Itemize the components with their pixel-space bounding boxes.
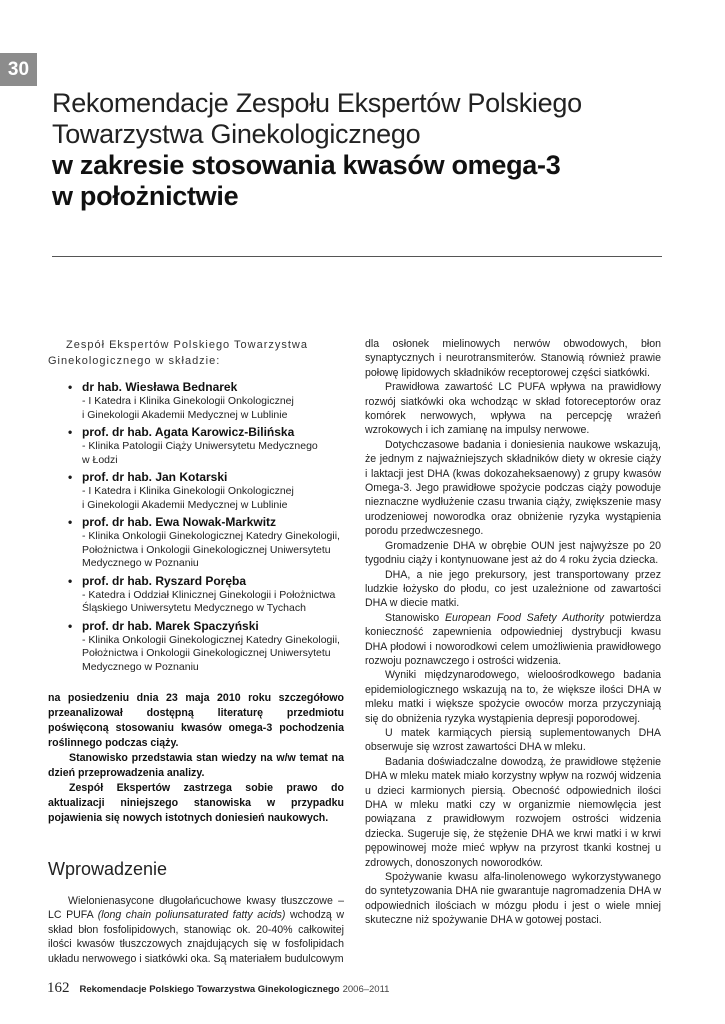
expert-name: prof. dr hab. Agata Karowicz-Bilińska — [82, 425, 295, 439]
efsa-text-end: potwierdza konieczność zapewnienia odpowiedniej dystrybucji kwasu DHA płodowi i noworodkowi celem umożliwienia prawidłowego rozwoju poznawczego i ostrości widzenia. — [365, 611, 661, 667]
footer-title: Rekomendacje Polskiego Towarzystwa Ginekologicznego — [79, 984, 340, 995]
experts-list — [48, 379, 344, 674]
bullet-icon: • — [68, 515, 73, 529]
page-number: 162 — [47, 980, 70, 996]
bullet-icon: • — [68, 618, 73, 633]
expert-affiliation: - Klinika Patologii Ciąży Uniwersytetu Medycznego w Łodzi — [82, 440, 318, 466]
meeting-statement — [48, 691, 344, 826]
page-section-tab — [0, 53, 37, 86]
body-paragraph: Badania doświadczalne dowodzą, że prawidłowe stężenie DHA w mleku matek miało korzystny wpływ na rozwój widzenia u dzieci karmionych piersią. Obecność odpowiednich ilości DHA w mleku matki czy w organizmie niemowlęcia jest powiązana z prawidłowym rozwojem ostrości widzenia dziecka. Sugeruje się, że stężenie DHA we krwi matki i w krwi pępowinowej może mieć wpływ na przyrost tkanki kostnej u zdrowych, donoszonych noworodków. — [365, 755, 661, 869]
body-paragraph: dla osłonek mielinowych nerwów obwodowych, błon synaptycznych i neurotransmiterów. Stanowią również prawie połowę lipidowych składników receptorowej części siatkówki. — [365, 338, 661, 379]
stance-paragraph: Stanowisko przedstawia stan wiedzy na w/w temat na dzień przeprowadzenia analizy. — [48, 752, 344, 779]
expert-item — [48, 618, 344, 675]
expert-affiliation: - Klinika Onkologii Ginekologicznej Katedry Ginekologii, Położnictwa i Onkologii Ginekologicznej Uniwersytetu Medycznego w Poznaniu — [82, 530, 340, 569]
expert-affiliation: - Klinika Onkologii Ginekologicznej Katedry Ginekologii, Położnictwa i Onkologii Ginekologicznej Uniwersytetu Medycznego w Poznaniu — [82, 633, 340, 673]
bullet-icon: • — [68, 470, 73, 484]
title-bold-line-2: w położnictwie — [52, 181, 239, 211]
body-paragraph: Dotychczasowe badania i doniesienia naukowe wskazują, że jednym z najważniejszych składników diety w okresie ciąży i laktacji jest DHA (kwas dokozaheksaenowy) z grupy kwasów Omega-3. Jego prawidłowe spożycie podczas ciąży powoduje nieznaczne wydłużenie czasu trwania ciąży, zwiększenie masy urodzeniowej noworodka oraz obniżenie ryzyka wystąpienia porodu przedwczesnego. — [365, 438, 661, 538]
body-paragraph: Prawidłowa zawartość LC PUFA wpływa na prawidłowy rozwój siatkówki oka wchodząc w skład fotoreceptorów oraz komórek nerwowych, wpływa na percepcję wrażeń wzrokowych i ich zamianę na impulsy nerwowe. — [365, 381, 661, 437]
intro-text-start: Wielonienasycone długołańcuchowe kwasy tłuszczowe – LC PUFA — [48, 895, 344, 922]
body-paragraph: Spożywanie kwasu alfa-linolenowego wykorzystywanego do syntetyzowania DHA nie gwarantuje nagromadzenia DHA w odpowiednich ilościach w mózgu płodu i jest o wiele mniej skuteczne niż spożywanie DHA w gotowej postaci. — [365, 871, 661, 927]
intro-text-italic: (long chain poliunsaturated fatty acids) — [97, 909, 286, 922]
bullet-icon: • — [68, 573, 73, 588]
intro-text-end: wchodzą w skład błon fosfolipidowych, stanowiąc ok. 20-40% całkowitej ilości kwasów tłuszczowych znajdujących się w fosfolipidach układu nerwowego i siatkówki oka. Są materiałem budulcowym — [48, 909, 344, 965]
footer-years: 2006–2011 — [342, 984, 390, 995]
expert-name: prof. dr hab. Ryszard Poręba — [82, 573, 247, 588]
bullet-icon: • — [68, 380, 73, 394]
expert-affiliation: - I Katedra i Klinika Ginekologii Onkologicznej i Ginekologii Akademii Medycznej w Lublinie — [82, 485, 294, 511]
reserve-paragraph: Zespół Ekspertów zastrzega sobie prawo do aktualizacji niniejszego stanowiska w przypadku pojawienia się nowych istotnych doniesień naukowych. — [48, 782, 344, 824]
section-heading: Wprowadzenie — [48, 859, 168, 879]
expert-item — [48, 573, 344, 616]
body-paragraph: U matek karmiących piersią suplementowanych DHA obserwuje się wzrost zawartości DHA w mleku. — [365, 726, 661, 754]
intro-paragraph — [48, 894, 344, 966]
expert-name: prof. dr hab. Jan Kotarski — [82, 470, 228, 484]
expert-name: dr hab. Wiesława Bednarek — [82, 380, 238, 394]
expert-affiliation: - I Katedra i Klinika Ginekologii Onkologicznej i Ginekologii Akademii Medycznej w Lublinie — [82, 395, 294, 421]
efsa-text-italic: European Food Safety Authority — [444, 611, 604, 624]
meeting-paragraph: na posiedzeniu dnia 23 maja 2010 roku szczegółowo przeanalizował dostępną literaturę przedmiotu poświęconą stosowaniu kwasów omega-3 pochodzenia roślinnego podczas ciąży. — [48, 692, 344, 749]
left-column — [48, 337, 344, 966]
right-column — [365, 337, 661, 928]
experts-intro: Zespół Ekspertów Polskiego Towarzystwa Ginekologicznego w składzie: — [48, 339, 308, 367]
title-divider — [52, 256, 662, 257]
title-line-2: Towarzystwa Ginekologicznego — [52, 119, 421, 149]
bullet-icon: • — [68, 425, 73, 439]
efsa-text-start: Stanowisko — [385, 611, 445, 624]
expert-name: prof. dr hab. Marek Spaczyński — [82, 618, 259, 633]
expert-name: prof. dr hab. Ewa Nowak-Markwitz — [82, 515, 277, 529]
article-title — [52, 88, 672, 212]
section-number: 30 — [7, 58, 30, 80]
expert-item — [48, 424, 344, 467]
body-paragraph — [365, 611, 661, 669]
expert-item — [48, 469, 344, 512]
title-bold-line-1: w zakresie stosowania kwasów omega-3 — [52, 150, 561, 180]
page-footer — [47, 980, 667, 997]
expert-affiliation: - Katedra i Oddział Klinicznej Ginekologii i Położnictwa Śląskiego Uniwersytetu Medycznego w Tychach — [82, 588, 336, 614]
expert-item — [48, 514, 344, 571]
expert-item — [48, 379, 344, 422]
title-line-1: Rekomendacje Zespołu Ekspertów Polskiego — [52, 88, 582, 118]
body-paragraph: Gromadzenie DHA w obrębie OUN jest najwyższe po 20 tygodniu ciąży i kontynuowane jest aż do 4 roku życia dziecka. — [365, 539, 661, 567]
body-paragraph: Wyniki międzynarodowego, wieloośrodkowego badania epidemiologicznego wskazują na to, że większe ilości DHA w mleku matki i większe spożycie owoców morza przyczyniają się do obniżenia ryzyka wystąpienia depresji poporodowej. — [365, 669, 661, 725]
body-paragraph: DHA, a nie jego prekursory, jest transportowany przez ludzkie łożysko do płodu, co jest uzależnione od zawartości DHA w diecie matki. — [365, 568, 661, 610]
